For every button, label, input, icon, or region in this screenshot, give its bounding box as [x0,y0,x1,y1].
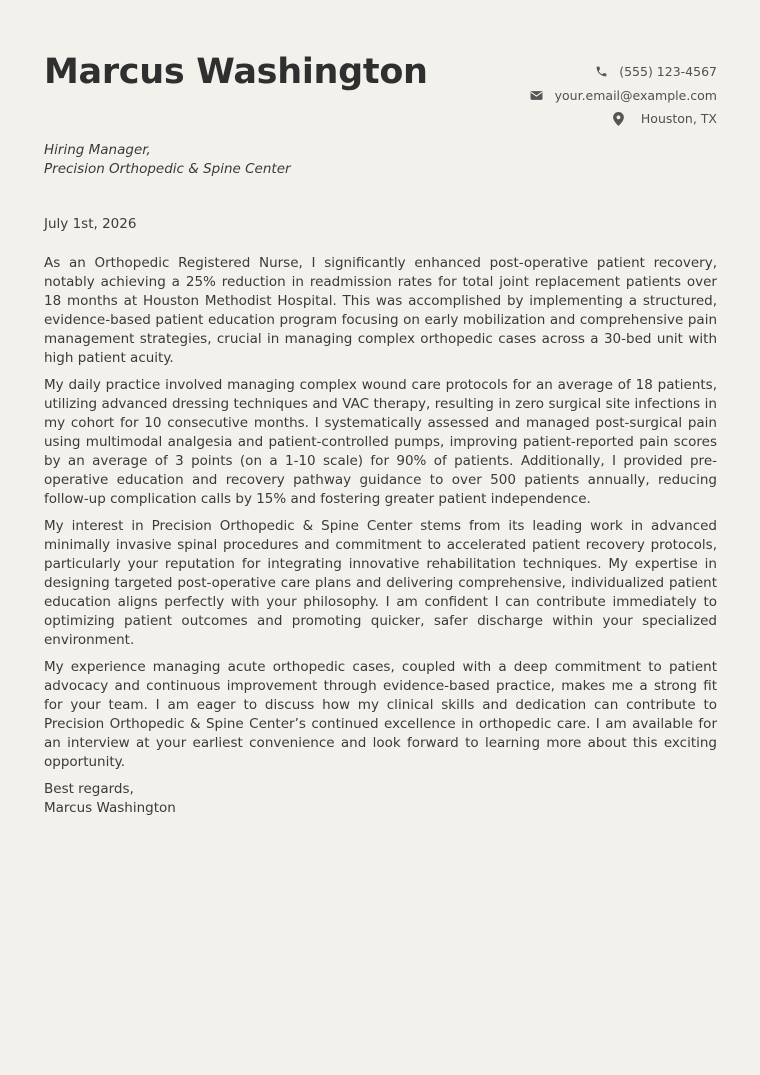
body-paragraph: My daily practice involved managing complex wound care protocols for an average of 18 patients, utilizing advanced dressing techniques and VAC therapy, resulting in zero surgical site infections in my cohort for 10 consecutive months. I systematically assessed and managed post-surgical pain using multimodal analgesia and patient-controlled pumps, improving patient-reported pain scores by an average of 3 points (on a 1-10 scale) for 90% of patients. Additionally, I provided pre-operative education and recovery pathway guidance to over 500 patients annually, reducing follow-up complication calls by 15% and fostering greater patient independence. [44,377,717,507]
phone-icon [593,64,609,80]
envelope-icon [529,87,545,103]
contact-phone-row [457,60,717,84]
contact-location-row [457,107,717,131]
letter-body [44,254,717,818]
recipient-block [44,141,291,179]
recipient-title: Hiring Manager, [44,142,151,158]
closing-salutation: Best regards, [44,781,134,797]
body-paragraph: As an Orthopedic Registered Nurse, I significantly enhanced post-operative patient recovery, notably achieving a 25% reduction in readmission rates for total joint replacement patients over 18 months at Houston Methodist Hospital. This was accomplished by implementing a structured, evidence-based patient education program focusing on early mobilization and comprehensive pain management strategies, crucial in managing complex orthopedic cases across a 30-bed unit with high patient acuity. [44,255,717,366]
contact-phone: (555) 123-4567 [619,64,717,80]
location-pin-icon [611,111,627,127]
cover-letter-page [44,0,717,1075]
contact-email-row [457,84,717,108]
body-paragraph: My experience managing acute orthopedic cases, coupled with a deep commitment to patient advocacy and continuous improvement through evidence-based practice, makes me a strong fit for your team. I am eager to discuss how my clinical skills and dedication can contribute to Precision Orthopedic & Spine Center’s continued excellence in orthopedic care. I am available for an interview at your earliest convenience and look forward to learning more about this exciting opportunity. [44,659,717,770]
contact-location: Houston, TX [640,111,717,127]
contact-info [457,60,717,131]
contact-email: your.email@example.com [554,87,717,103]
recipient-company: Precision Orthopedic & Spine Center [44,161,291,177]
letter-date: July 1st, 2026 [44,216,137,232]
closing-signature: Marcus Washington [44,800,176,816]
applicant-name: Marcus Washington [44,52,428,92]
closing-block [44,780,717,818]
body-paragraph: My interest in Precision Orthopedic & Spine Center stems from its leading work in advanced minimally invasive spinal procedures and commitment to accelerated patient recovery protocols, particularly your reputation for integrating innovative rehabilitation techniques. My expertise in designing targeted post-operative care plans and delivering comprehensive, individualized patient education aligns perfectly with your philosophy. I am confident I can contribute immediately to optimizing patient outcomes and promoting quicker, safer discharge within your specialized environment. [44,518,717,648]
